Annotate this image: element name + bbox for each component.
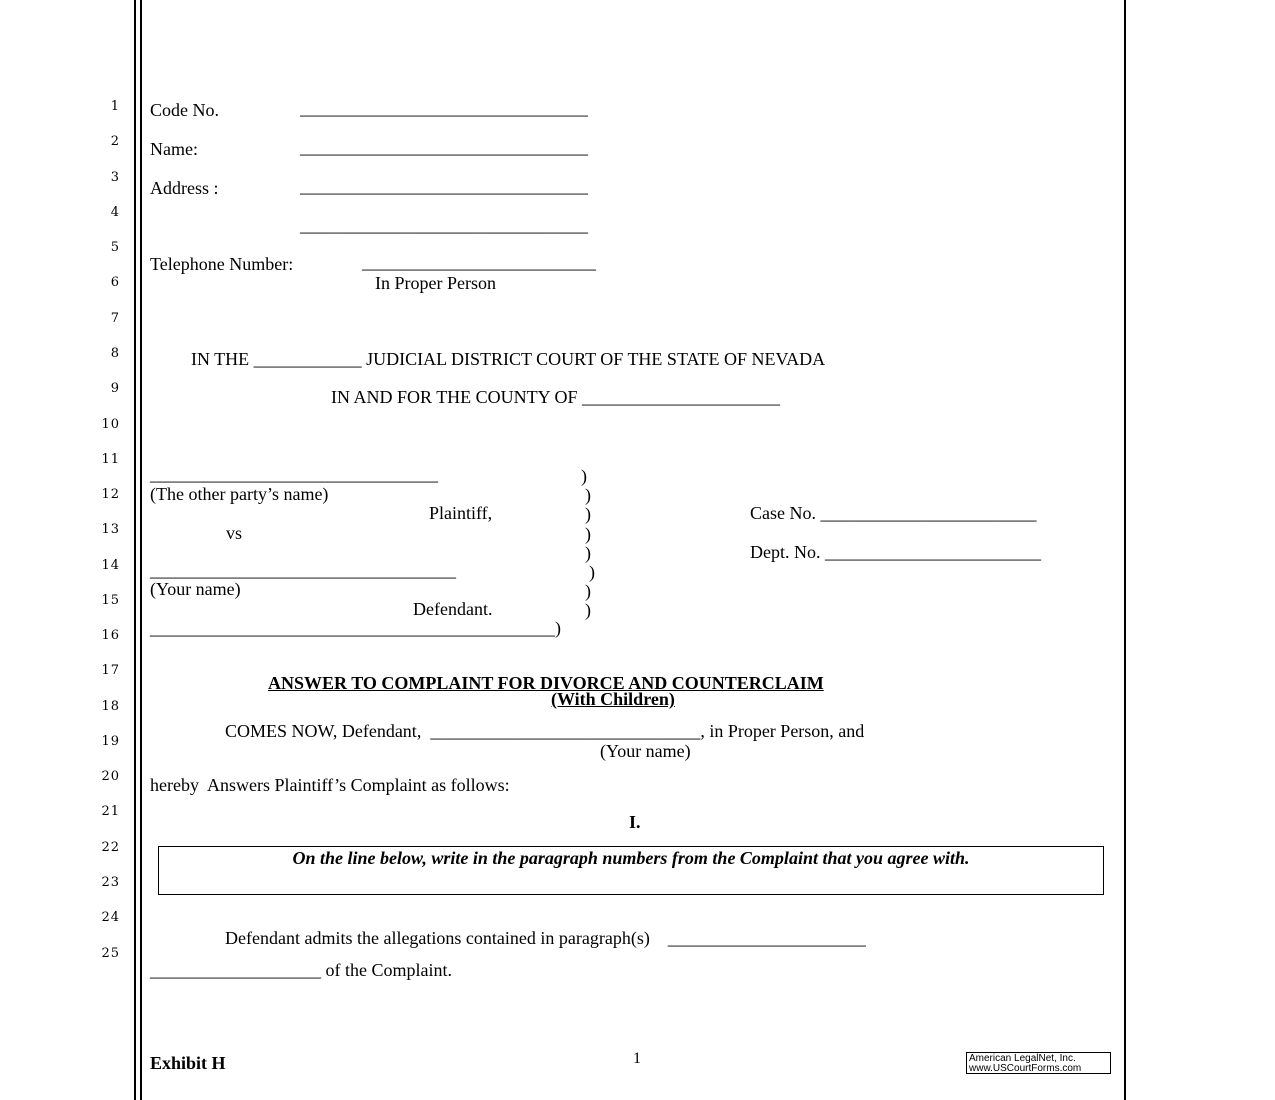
court-heading: IN THE ____________ JUDICIAL DISTRICT COURT OF THE STATE OF NEVADA [191, 349, 826, 369]
caption-bottom-rule: _____________________________________________) [150, 618, 561, 638]
publisher-logo [966, 1052, 1111, 1074]
caption-paren: ) [585, 524, 591, 544]
line-number: 16 [101, 628, 120, 643]
defendant-name-field[interactable]: __________________________________ [150, 560, 456, 580]
section-heading: I. [629, 812, 641, 832]
caption-paren: ) [585, 600, 591, 620]
case-number-field[interactable]: Case No. ________________________ [750, 503, 1037, 523]
address-label: Address : [150, 178, 219, 198]
publisher-url: www.USCourtForms.com [969, 1063, 1082, 1074]
instruction-box [158, 846, 1104, 895]
line-number: 5 [110, 240, 120, 255]
document-subtitle: (With Children) [551, 689, 675, 709]
comes-now-line: COMES NOW, Defendant, ______________________________, in Proper Person, and [225, 721, 865, 741]
name-label: Name: [150, 139, 198, 159]
document-title: ANSWER TO COMPLAINT FOR DIVORCE AND COUNTERCLAIM [268, 673, 824, 693]
caption-paren: ) [585, 504, 591, 524]
address-field-line-1[interactable]: ________________________________ [300, 176, 588, 196]
left-margin-rule-inner [140, 0, 142, 1100]
line-number: 19 [101, 734, 120, 749]
caption-paren: ) [589, 562, 595, 582]
line-number: 13 [101, 522, 120, 537]
page-number: 1 [633, 1050, 641, 1067]
line-number: 23 [101, 875, 120, 890]
left-margin-rule-outer [134, 0, 136, 1100]
county-heading: IN AND FOR THE COUNTY OF ______________________ [331, 387, 781, 407]
line-number: 25 [101, 946, 120, 961]
caption-paren: ) [585, 543, 591, 563]
caption-paren: ) [585, 485, 591, 505]
line-number: 12 [101, 487, 120, 502]
line-number: 1 [110, 99, 120, 114]
telephone-label: Telephone Number: [150, 254, 294, 274]
exhibit-label: Exhibit H [150, 1053, 226, 1073]
line-number: 20 [101, 769, 120, 784]
line-number: 22 [101, 840, 120, 855]
line-number: 15 [101, 593, 120, 608]
caption-paren: ) [585, 581, 591, 601]
address-field-line-2[interactable]: ________________________________ [300, 215, 588, 235]
right-margin-rule [1124, 0, 1126, 1100]
defendant-name-note: (Your name) [150, 579, 241, 599]
dept-number-field[interactable]: Dept. No. ________________________ [750, 542, 1041, 562]
line-number: 8 [110, 346, 120, 361]
code-number-field[interactable]: ________________________________ [300, 98, 588, 118]
line-number: 24 [101, 910, 120, 925]
line-number: 21 [101, 804, 120, 819]
line-number: 10 [101, 417, 120, 432]
admits-allegations-line: Defendant admits the allegations contained in paragraph(s) ______________________ [225, 928, 866, 948]
line-number: 11 [101, 452, 120, 467]
line-number: 2 [110, 134, 120, 149]
caption-paren: ) [581, 466, 587, 486]
code-number-label: Code No. [150, 100, 219, 120]
line-number: 4 [110, 205, 120, 220]
answers-complaint-line: hereby Answers Plaintiff’s Complaint as follows: [150, 775, 510, 795]
line-number: 17 [101, 663, 120, 678]
instruction-text: On the line below, write in the paragraph numbers from the Complaint that you agree with. [292, 848, 970, 868]
line-number: 18 [101, 699, 120, 714]
your-name-note: (Your name) [600, 741, 691, 761]
plaintiff-role: Plaintiff, [429, 503, 493, 523]
line-number: 6 [110, 275, 120, 290]
line-number: 7 [110, 311, 120, 326]
of-the-complaint-line: ___________________ of the Complaint. [150, 960, 452, 980]
line-number: 9 [110, 381, 120, 396]
plaintiff-name-note: (The other party’s name) [150, 484, 329, 504]
line-number: 3 [110, 170, 120, 185]
defendant-role: Defendant. [413, 599, 493, 619]
name-field[interactable]: ________________________________ [300, 137, 588, 157]
versus-label: vs [226, 523, 243, 543]
plaintiff-name-field[interactable]: ________________________________ [150, 464, 438, 484]
in-proper-person-note: In Proper Person [375, 273, 496, 293]
telephone-field[interactable]: __________________________ [362, 252, 596, 272]
line-number: 14 [101, 558, 120, 573]
publisher-name: American LegalNet, Inc. [969, 1053, 1076, 1064]
